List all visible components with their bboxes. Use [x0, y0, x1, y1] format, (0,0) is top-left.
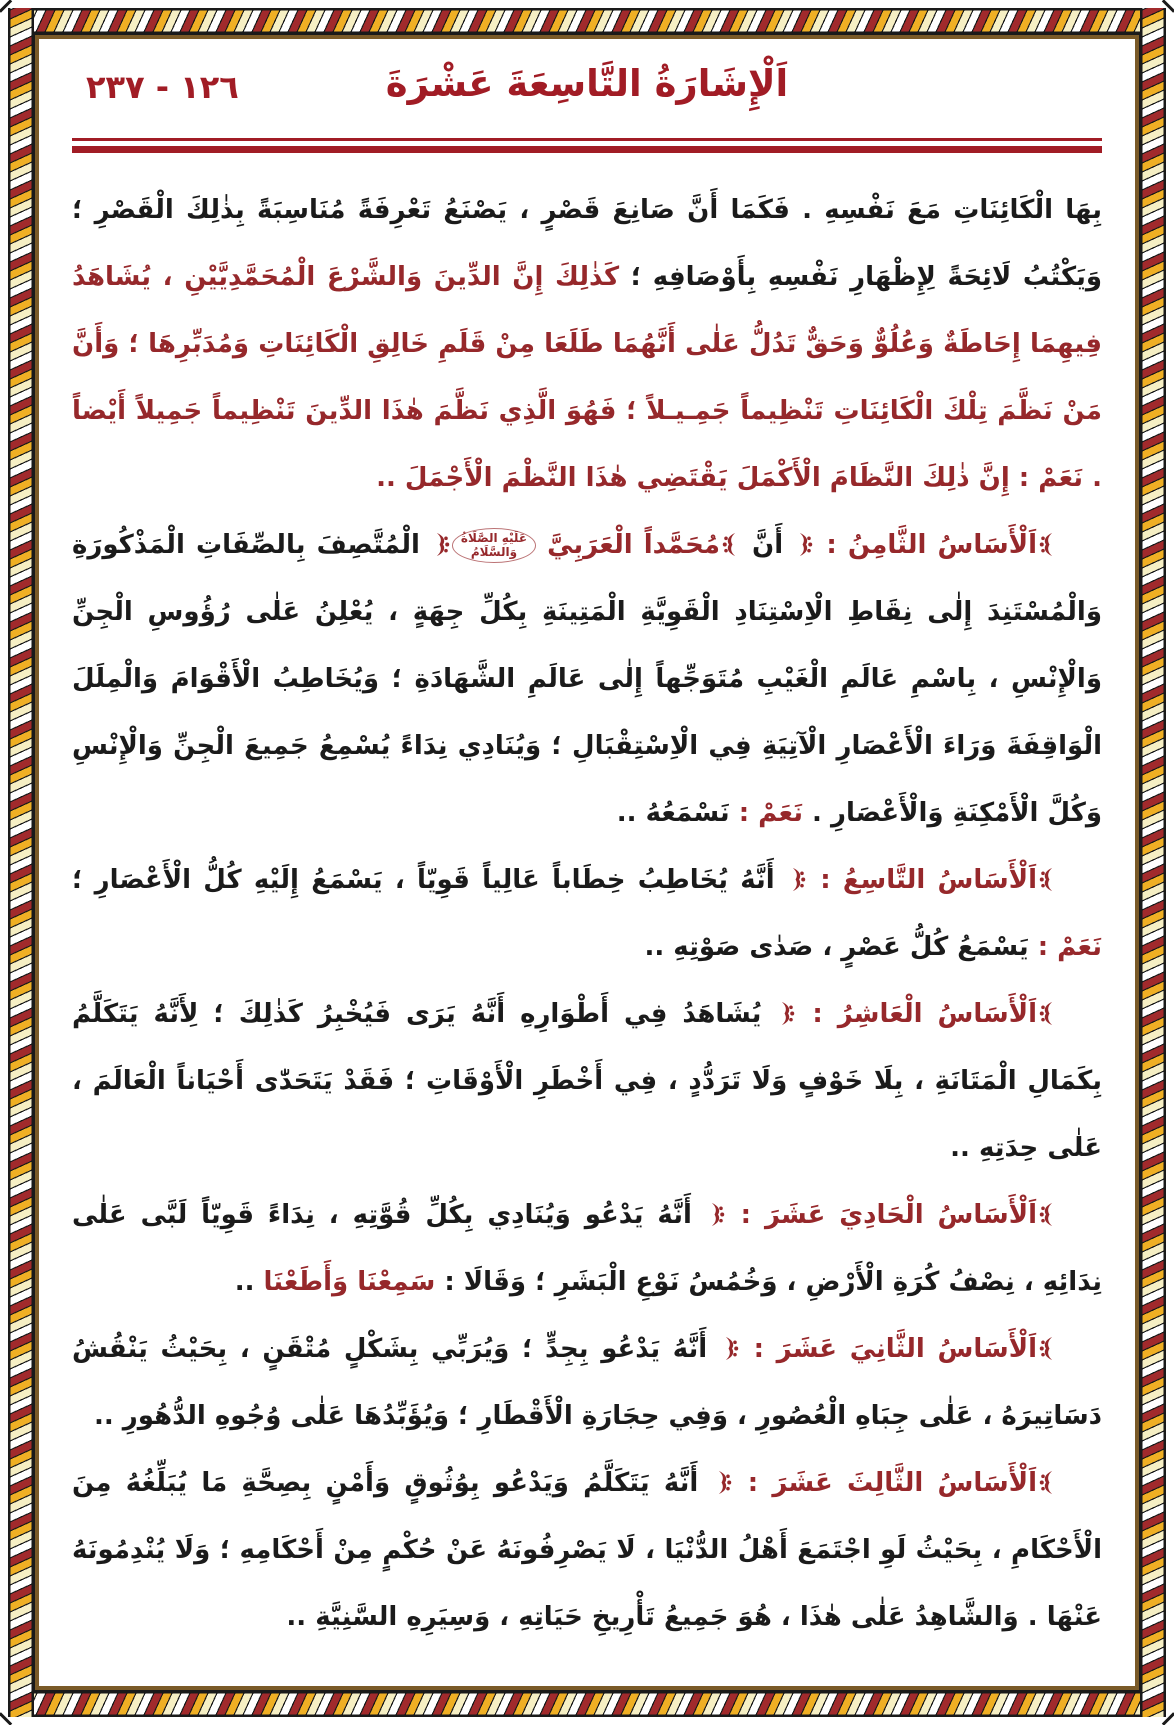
text-segment: نَعَمْ :	[729, 798, 803, 828]
paragraph	[72, 1316, 1102, 1450]
text-segment: ..	[234, 1267, 264, 1297]
page-title: اَلْإِشَارَةُ التَّاسِعَةَ عَشْرَةَ	[385, 62, 789, 105]
paragraph	[72, 1450, 1102, 1651]
text-segment: سَمِعْنَا وَأَطَعْنَا	[263, 1267, 436, 1297]
ornate-bracket-icon	[778, 1000, 795, 1027]
ornate-bracket-icon	[789, 866, 806, 893]
page-numbers: ١٢٦ - ٢٣٧	[86, 68, 239, 106]
text-segment: أَنَّهُ يَدْعُو وَيُنَادِي بِكُلِّ قُوَّتِهِ ، نِدَاءً قَوِيّاً لَبَّى عَلٰى نِدَائِهِ ، نِصْفُ كُرَةِ الْأَرْضِ ، وَخُمُسُ نَوْعِ الْبَشَرِ ؛ وَقَالَا :	[72, 1200, 1102, 1297]
section-label: اَلْأَسَاسُ الثَّامِنُ :	[815, 530, 1037, 560]
page-header	[72, 48, 1102, 132]
title-divider	[72, 138, 1102, 153]
text-segment: يَسْمَعُ كُلُّ عَصْرٍ ، صَدٰى صَوْتِهِ ..	[644, 932, 1029, 962]
ornate-bracket-icon	[1039, 1469, 1056, 1496]
ornate-bracket-icon	[1039, 531, 1056, 558]
paragraph	[72, 847, 1102, 981]
text-segment: أَنَّهُ يَتَكَلَّمُ وَيَدْعُو بِوُثُوقٍ وَأَمْنٍ بِصِحَّةِ مَا يُبَلِّغُهُ مِنَ الْأَحْكَامِ ، بِحَيْثُ لَوِ اجْتَمَعَ أَهْلُ الدُّنْيَا ، لَا يَصْرِفُونَهُ عَنْ حُكْمٍ مِنْ أَحْكَامِهِ ؛ وَلَا يُنْدِمُونَهُ عَنْهَا . وَالشَّاهِدُ عَلٰى هٰذَا ، هُوَ جَمِيعُ تَأْرِيخِ حَيَاتِهِ ، وَسِيَرِهِ السَّنِيَّةِ ..	[72, 1468, 1102, 1632]
text-segment: يُشَاهَدُ فِي أَطْوَارِهِ أَنَّهُ يَرَى فَيُخْبِرُ كَذٰلِكَ ؛ لِأَنَّهُ يَتَكَلَّمُ بِكَمَالِ الْمَتَانَةِ ، بِلَا خَوْفٍ وَلَا تَرَدُّدٍ ، فِي أَخْطَرِ الْأَوْقَاتِ ؛ فَقَدْ يَتَحَدّٰى أَحْيَاناً الْعَالَمَ ، عَلٰى حِدَتِهِ ..	[72, 999, 1102, 1163]
text-segment: الْمُتَّصِفَ بِالصِّفَاتِ الْمَذْكُورَةِ وَالْمُسْتَنِدَ إِلٰى نِقَاطِ الْاِسْتِنَادِ الْقَوِيَّةِ الْمَتِينَةِ بِكُلِّ جِهَةٍ ، يُعْلِنُ عَلٰى رُؤُوسِ الْجِنِّ وَالْإِنْسِ ، بِاسْمِ عَالَمِ الْغَيْبِ مُتَوَجِّهاً إِلٰى عَالَمِ الشَّهَادَةِ ؛ وَيُخَاطِبُ الْأَقْوَامَ وَالْمِلَلَ الْوَاقِفَةَ وَرَاءَ الْأَعْصَارِ الْآتِيَةِ فِي الْاِسْتِقْبَالِ ؛ وَيُنَادِي نِدَاءً يُسْمِعُ جَمِيعَ الْجِنِّ وَالْإِنْسِ وَكُلَّ الْأَمْكِنَةِ وَالْأَعْصَارِ .	[72, 530, 1102, 828]
section-label: اَلْأَسَاسُ الْعَاشِرُ :	[797, 999, 1038, 1029]
section-label: اَلْأَسَاسُ الْحَادِيَ عَشَرَ :	[726, 1200, 1037, 1230]
ornate-bracket-icon	[715, 1469, 732, 1496]
ornate-bracket-icon	[1039, 1335, 1056, 1362]
border-right	[1140, 8, 1166, 1717]
page-content	[72, 48, 1102, 1679]
section-label: اَلْأَسَاسُ التَّاسِعُ :	[807, 865, 1038, 895]
ornate-bracket-icon	[433, 531, 450, 558]
ornate-bracket-icon	[722, 531, 739, 558]
ornate-bracket-icon	[1039, 866, 1056, 893]
ornate-bracket-icon	[796, 531, 813, 558]
text-segment: مُحَمَّداً الْعَرَبِيَّ	[535, 530, 720, 560]
border-top	[8, 8, 1166, 34]
text-segment: نَسْمَعُهُ ..	[616, 798, 730, 828]
pbuh-emblem: عَلَيْهِ الصَّلَاةُ وَالسَّلَامُ	[452, 528, 536, 563]
paragraph	[72, 1182, 1102, 1316]
divider-thick-line	[72, 146, 1102, 153]
paragraph	[72, 981, 1102, 1182]
paragraph	[72, 512, 1102, 847]
border-bottom	[8, 1691, 1166, 1717]
section-label: اَلْأَسَاسُ الثَّالِثَ عَشَرَ :	[733, 1468, 1037, 1498]
text-segment: بِهَا الْكَائِنَاتِ مَعَ نَفْسِهِ . فَكَمَا أَنَّ صَانِعَ قَصْرٍ ، يَصْنَعُ تَعْرِفَةً مُنَاسِبَةً بِذٰلِكَ الْقَصْرِ ؛ وَيَكْتُبُ لَائِحَةً لِإِظْهَارِ نَفْسِهِ بِأَوْصَافِهِ ؛	[72, 195, 1102, 292]
border-left	[8, 8, 34, 1717]
ornate-bracket-icon	[708, 1201, 725, 1228]
text-segment: نَعَمْ :	[1028, 932, 1102, 962]
ornate-bracket-icon	[722, 1335, 739, 1362]
ornate-bracket-icon	[1039, 1000, 1056, 1027]
text-segment: أَنَّهُ يُخَاطِبُ خِطَاباً عَالِياً قَوِيّاً ، يَسْمَعُ إِلَيْهِ كُلُّ الْأَعْصَارِ ؛	[72, 865, 787, 895]
paragraph	[72, 177, 1102, 512]
section-label: اَلْأَسَاسُ الثَّانِيَ عَشَرَ :	[740, 1334, 1037, 1364]
text-segment: أَنَّهُ يَدْعُو بِجِدٍّ ؛ وَيُرَبِّي بِشَكْلٍ مُتْقَنٍ ، بِحَيْثُ يَنْقُشُ دَسَاتِيرَهُ ، عَلٰى جِبَاهِ الْعُصُورِ ، وَفِي حِجَارَةِ الْأَقْطَارِ ؛ وَيُؤَبِّدُهَا عَلٰى وُجُوهِ الدُّهُورِ ..	[72, 1334, 1102, 1431]
body-text	[72, 177, 1102, 1651]
text-segment: كَذٰلِكَ إِنَّ الدِّينَ وَالشَّرْعَ الْمُحَمَّدِيَّيْنِ ، يُشَاهَدُ فِيهِمَا إِحَاطَةٌ وَعُلُوٌّ وَحَقٌّ تَدُلُّ عَلٰى أَنَّهُمَا طَلَعَا مِنْ قَلَمِ خَالِقِ الْكَائِنَاتِ وَمُدَبِّرِهَا ؛ وَأَنَّ مَنْ نَظَّمَ تِلْكَ الْكَائِنَاتِ تَنْظِيماً جَمِـيـلاً ؛ فَهُوَ الَّذِي نَظَّمَ هٰذَا الدِّينَ تَنْظِيماً جَمِيلاً أَيْضاً . نَعَمْ : إِنَّ ذٰلِكَ النَّظَامَ الْأَكْمَلَ يَقْتَضِي هٰذَا النَّظْمَ الْأَجْمَلَ ..	[72, 262, 1102, 493]
text-segment: أَنَّ	[740, 530, 795, 560]
ornate-bracket-icon	[1039, 1201, 1056, 1228]
